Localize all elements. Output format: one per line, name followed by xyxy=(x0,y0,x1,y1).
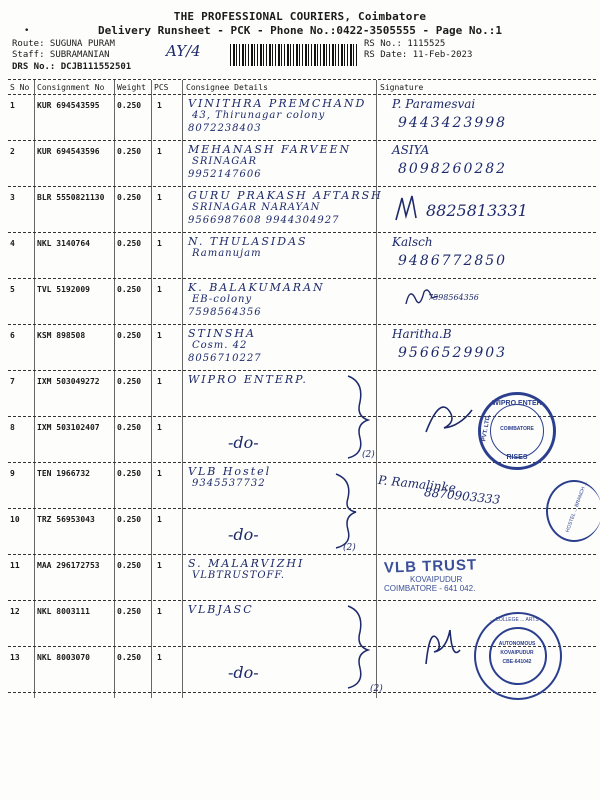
row-consignment: BLR 5550821130 xyxy=(37,193,105,202)
row-weight: 0.250 xyxy=(117,285,142,294)
row-sno: 5 xyxy=(10,285,15,294)
college-stamp xyxy=(474,612,562,700)
vlb-trust-line2: KOVAIPUDUR xyxy=(410,575,463,584)
row-sno: 10 xyxy=(10,515,20,524)
row-pcs: 1 xyxy=(157,561,162,570)
row-consignment: KSM 898508 xyxy=(37,331,86,340)
row-sno: 9 xyxy=(10,469,15,478)
row-detail-line: VINITHRA PREMCHAND xyxy=(188,97,367,110)
row-weight: 0.250 xyxy=(117,147,142,156)
staff: Staff: SUBRAMANIAN xyxy=(12,50,110,60)
row-weight: 0.250 xyxy=(117,607,142,616)
row-signature-text: 9443423998 xyxy=(398,115,508,131)
bracket-rows-9-10 xyxy=(330,470,370,550)
row-detail-line: 9952147606 xyxy=(188,169,262,180)
vlb-trust-stamp xyxy=(384,558,477,593)
row-pcs: 1 xyxy=(157,653,162,662)
row-sno: 2 xyxy=(10,147,15,156)
row-weight: 0.250 xyxy=(117,515,142,524)
row-detail-line: 43, Thirunagar colony xyxy=(192,110,326,121)
row-sno: 12 xyxy=(10,607,20,616)
wipro-stamp xyxy=(478,392,556,470)
row-detail-line: -do- xyxy=(228,663,259,682)
row-pcs: 1 xyxy=(157,193,162,202)
col-header-details: Consignee Details xyxy=(186,83,268,92)
row-sno: 3 xyxy=(10,193,15,202)
row-sno: 6 xyxy=(10,331,15,340)
row-sno: 8 xyxy=(10,423,15,432)
drs-number: DRS No.: DCJB111552501 xyxy=(12,62,132,72)
row-detail-line: -do- xyxy=(228,433,259,452)
rs-date: RS Date: 11-Feb-2023 xyxy=(364,50,473,60)
row-sno: 13 xyxy=(10,653,20,662)
signature-scribble-row-5 xyxy=(402,284,442,310)
rule-header xyxy=(8,94,596,95)
row-weight: 0.250 xyxy=(117,423,142,432)
row-consignment: TEN 1966732 xyxy=(37,469,90,478)
row-detail-line: STINSHA xyxy=(188,327,256,340)
row-consignment: TVL 5192009 xyxy=(37,285,90,294)
wipro-stamp-bottom: RISES xyxy=(506,454,528,461)
row-pcs: 1 xyxy=(157,469,162,478)
row-detail-line: EB-colony xyxy=(192,294,253,305)
row-detail-line: VLBJASC xyxy=(188,603,254,616)
row-detail-line: K. BALAKUMARAN xyxy=(188,281,325,294)
row-signature-text: P. Paramesvai xyxy=(392,97,476,111)
row-weight: 0.250 xyxy=(117,101,142,110)
row-detail-line: 8056710227 xyxy=(188,353,262,364)
row-detail-line: Cosm. 42 xyxy=(192,340,248,351)
col-divider-2 xyxy=(114,80,115,698)
row-detail-line: 8072238403 xyxy=(188,123,262,134)
bracket-note-3: (2) xyxy=(370,684,383,694)
bracket-rows-12-13 xyxy=(340,602,380,692)
row-detail-line: GURU PRAKASH AFTARSH xyxy=(188,189,383,202)
row-consignment: TRZ 56953043 xyxy=(37,515,95,524)
col-header-sno: S No xyxy=(10,83,30,92)
row-consignment: NKL 8003111 xyxy=(37,607,90,616)
row-signature-text: 7598564356 xyxy=(428,293,479,302)
row-separator xyxy=(8,600,596,601)
row-sno: 11 xyxy=(10,561,20,570)
row-pcs: 1 xyxy=(157,101,162,110)
row-sno: 4 xyxy=(10,239,15,248)
row-weight: 0.250 xyxy=(117,377,142,386)
row-detail-line: 9566987608 9944304927 xyxy=(188,215,340,226)
rs-number: RS No.: 1115525 xyxy=(364,39,446,49)
row-detail-line: SRINAGAR xyxy=(192,156,258,167)
row-signature-text: 9566529903 xyxy=(398,345,508,361)
header-company: THE PROFESSIONAL COURIERS, Coimbatore xyxy=(173,10,427,23)
row-signature-text: 8825813331 xyxy=(426,201,528,220)
row-weight: 0.250 xyxy=(117,331,142,340)
signature-scribble-rows-7-8 xyxy=(420,392,480,440)
row-signature-text: 9486772850 xyxy=(398,253,508,269)
row-consignment: MAA 296172753 xyxy=(37,561,100,570)
row-weight: 0.250 xyxy=(117,469,142,478)
row-detail-line: Ramanujam xyxy=(192,248,262,259)
vlb-trust-line3: COIMBATORE - 641 042. xyxy=(384,584,476,593)
row-separator xyxy=(8,370,596,371)
wipro-stamp-left: PVT. LTD. xyxy=(481,414,492,442)
signature-scribble-row-3 xyxy=(392,194,422,224)
col-header-weight: Weight xyxy=(117,83,146,92)
row-consignment: KUR 694543595 xyxy=(37,101,100,110)
row-consignment: IXM 503102407 xyxy=(37,423,100,432)
row-signature-text: 8098260282 xyxy=(398,161,508,177)
row-detail-line: WIPRO ENTERP. xyxy=(188,373,308,386)
row-detail-line: N. THULASIDAS xyxy=(188,235,308,248)
bracket-note-2: (2) xyxy=(343,543,356,553)
col-header-pcs: PCS xyxy=(154,83,169,92)
college-stamp-center-2: KOVAIPUDUR xyxy=(500,650,534,656)
row-detail-line: MEHANASH FARVEEN xyxy=(188,143,352,156)
row-pcs: 1 xyxy=(157,331,162,340)
row-separator xyxy=(8,508,596,509)
route: Route: SUGUNA PURAM xyxy=(12,39,115,49)
bracket-rows-7-8 xyxy=(340,372,380,462)
row-signature-text: Kalsch xyxy=(392,235,433,249)
row-sno: 7 xyxy=(10,377,15,386)
row-weight: 0.250 xyxy=(117,239,142,248)
row-pcs: 1 xyxy=(157,377,162,386)
row-weight: 0.250 xyxy=(117,561,142,570)
row-weight: 0.250 xyxy=(117,193,142,202)
row-signature-text: P. Ramalinke xyxy=(377,472,457,496)
row-detail-line: VLBTRUSTOFF. xyxy=(192,570,286,581)
row-pcs: 1 xyxy=(157,147,162,156)
college-stamp-ring: ... COLLEGE ... ARTS ... xyxy=(489,617,545,623)
handwritten-initials: AY/4 xyxy=(166,42,201,60)
row-signature-text: Haritha.B xyxy=(392,327,452,341)
row-detail-line: S. MALARVIZHI xyxy=(188,557,305,570)
row-consignment: NKL 8003070 xyxy=(37,653,90,662)
col-divider-1 xyxy=(34,80,35,698)
row-signature-text: 8870903333 xyxy=(423,485,501,507)
row-pcs: 1 xyxy=(157,515,162,524)
row-separator xyxy=(8,140,596,141)
row-pcs: 1 xyxy=(157,239,162,248)
row-pcs: 1 xyxy=(157,285,162,294)
row-separator xyxy=(8,232,596,233)
row-detail-line: 7598564356 xyxy=(188,307,262,318)
row-sno: 1 xyxy=(10,101,15,110)
corner-mark: • xyxy=(24,26,30,36)
row-detail-line: 9345537732 xyxy=(192,478,266,489)
col-header-signature: Signature xyxy=(380,83,424,92)
wipro-stamp-center: COIMBATORE xyxy=(500,426,534,432)
wipro-stamp-top: WIPRO ENTER xyxy=(492,400,542,407)
row-signature-text: ASIYA xyxy=(392,143,430,157)
row-pcs: 1 xyxy=(157,607,162,616)
row-pcs: 1 xyxy=(157,423,162,432)
row-consignment: NKL 3140764 xyxy=(37,239,90,248)
vlb-trust-name: VLB TRUST xyxy=(383,556,478,577)
row-detail-line: VLB Hostel xyxy=(188,465,272,478)
col-header-consignment: Consignment No xyxy=(37,83,105,92)
rule-top xyxy=(8,79,596,80)
header-runsheet: Delivery Runsheet - PCK - Phone No.:0422-3505555 - Page No.:1 xyxy=(98,24,502,37)
row-separator xyxy=(8,324,596,325)
hostel-stamp-ring: HOSTEL ... BRANCH ... xyxy=(564,480,589,534)
row-detail-line: SRINAGAR NARAYAN xyxy=(192,202,321,213)
row-weight: 0.250 xyxy=(117,653,142,662)
college-stamp-center-1: AUTONOMOUS xyxy=(498,641,536,647)
col-divider-4 xyxy=(182,80,183,698)
col-divider-3 xyxy=(151,80,152,698)
signature-scribble-rows-12-13 xyxy=(416,620,466,670)
row-separator xyxy=(8,278,596,279)
row-consignment: KUR 694543596 xyxy=(37,147,100,156)
row-consignment: IXM 503049272 xyxy=(37,377,100,386)
hostel-stamp xyxy=(546,480,600,542)
bracket-note-1: (2) xyxy=(362,450,375,460)
row-detail-line: -do- xyxy=(228,525,259,544)
row-separator xyxy=(8,554,596,555)
row-separator xyxy=(8,186,596,187)
barcode xyxy=(230,44,358,66)
college-stamp-center-3: CBE-641042 xyxy=(502,659,532,665)
